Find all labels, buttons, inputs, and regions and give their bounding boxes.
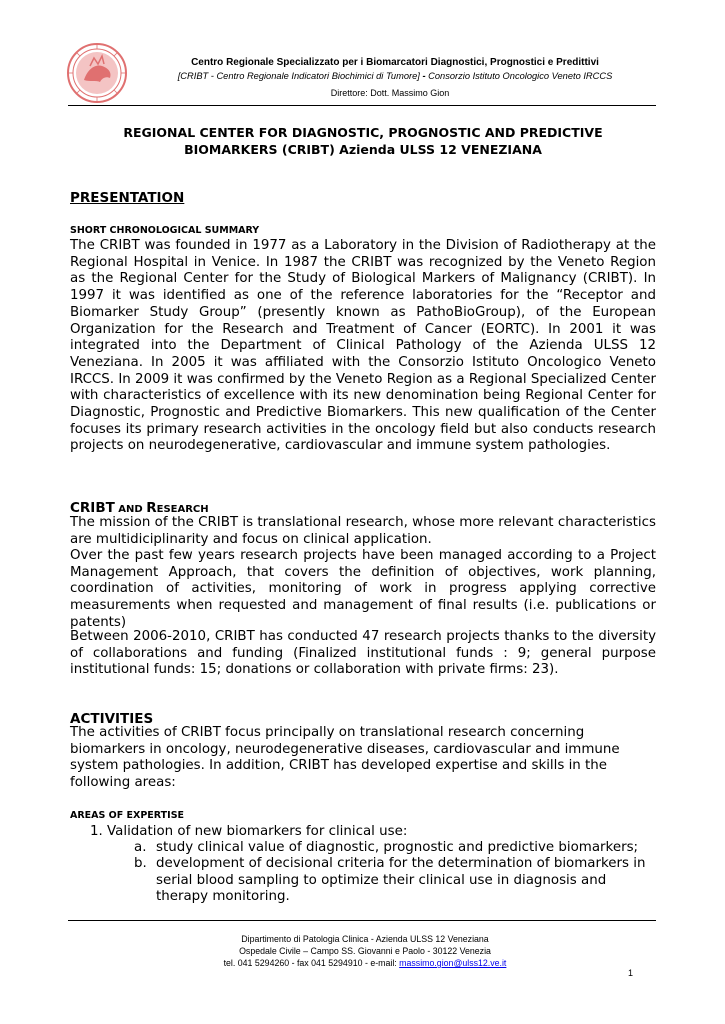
research-mission-text: The mission of the CRIBT is translational research, whose more relevant characteristics are multidiciplinarity and focus on clinical application. <box>70 515 656 547</box>
page-title-line1: REGIONAL CENTER FOR DIAGNOSTIC, PROGNOSTIC AND PREDICTIVE <box>123 125 603 140</box>
page-number: 1 <box>628 968 634 978</box>
activities-text: The activities of CRIBT focus principally on translational research concerning biomarkers in oncology, neurodegenerative diseases, cardiovascular and immune system pathologies. In addition, CRIBT has developed expertise and skills in the following areas: <box>70 725 620 791</box>
areas-of-expertise-heading: AREAS OF EXPERTISE <box>70 810 185 821</box>
page-title <box>70 124 656 158</box>
presentation-text: The CRIBT was founded in 1977 as a Laboratory in the Division of Radiotherapy at the Regional Hospital in Venice. In 1987 the CRIBT was recognized by the Veneto Region as the Regional Center for the Study of Biological Markers of Malignancy (CRIBT). In 1997 it was identified as one of the reference laboratories for the “Receptor and Biomarker Study Group” (presently known as PathoBioGroup), of the European Organization for the Research and Treatment of Cancer (EORTC). In 2001 it was integrated into the Department of Clinical Pathology of the Azienda ULSS 12 Veneziana. In 2005 it was affiliated with the Consorzio Istituto Oncologico Veneto IRCCS. In 2009 it was confirmed by the Veneto Region as a Regional Specialized Center with characteristics of excellence with its new denomination being Regional Center for Diagnostic, Prognostic and Predictive Biomarkers. This new qualification of the Center focuses its primary research activities in the oncology field but also conducts research projects on neurodegenerative, cardiovascular and immune system pathologies. <box>70 238 656 454</box>
footer-contacts <box>130 957 600 969</box>
header-divider <box>68 105 656 106</box>
chronological-summary-heading: SHORT CHRONOLOGICAL SUMMARY <box>70 225 260 236</box>
header-subtitle-separator: - <box>419 71 429 81</box>
header-subtitle <box>150 71 640 81</box>
list-item-text: development of decisional criteria for the determination of biomarkers in serial blood sampling to optimize their clinical use in diagnosis and therapy monitoring. <box>156 856 646 905</box>
header-director: Direttore: Dott. Massimo Gion <box>330 88 450 98</box>
header-center-name: Centro Regionale Specializzato per i Biomarcatori Diagnostici, Prognostici e Predittivi <box>191 57 599 68</box>
presentation-heading: PRESENTATION <box>70 190 185 206</box>
research-management-text: Over the past few years research projects have been managed according to a Project Management Approach, that covers the definition of objectives, work planning, coordination of activities, monitoring of work in progress applying corrective measurements when requested and management of final results (i.e. publications or patents) <box>70 548 656 630</box>
research-heading <box>70 500 209 516</box>
page-title-line2: BIOMARKERS (CRIBT) Azienda ULSS 12 VENEZIANA <box>184 142 542 157</box>
seal-logo-icon <box>66 42 128 104</box>
list-marker: b. <box>134 856 147 871</box>
footer-phone-fax: tel. 041 5294260 - fax 041 5294910 - e-mail: <box>223 958 400 968</box>
list-item-text: study clinical value of diagnostic, prognostic and predictive biomarkers; <box>156 840 639 855</box>
activities-heading: ACTIVITIES <box>70 711 154 727</box>
footer-divider <box>68 920 656 921</box>
research-heading-cribt: CRIBT <box>70 500 115 516</box>
research-heading-r: R <box>146 500 157 516</box>
research-projects-text: Between 2006-2010, CRIBT has conducted 47 research projects thanks to the diversity of collaborations and funding (Finalized institutional funds : 9; general purpose institutional funds: 15; donations or collaboration with private firms: 23). <box>70 629 656 678</box>
list-marker: a. <box>134 840 147 855</box>
footer-department: Dipartimento di Patologia Clinica - Azienda ULSS 12 Veneziana <box>241 934 489 944</box>
footer-email-link[interactable]: massimo.gion@ulss12.ve.it <box>399 958 507 968</box>
research-heading-and: AND <box>114 504 147 515</box>
footer-address: Ospedale Civile – Campo SS. Giovanni e Paolo - 30122 Venezia <box>239 946 491 956</box>
list-item: 1. Validation of new biomarkers for clinical use: <box>90 824 408 839</box>
header-subtitle-iov: Consorzio Istituto Oncologico Veneto IRCCS <box>428 71 613 81</box>
research-heading-esearch: ESEARCH <box>156 504 209 515</box>
header-subtitle-cribt: [CRIBT - Centro Regionale Indicatori Biochimici di Tumore] <box>177 71 420 81</box>
